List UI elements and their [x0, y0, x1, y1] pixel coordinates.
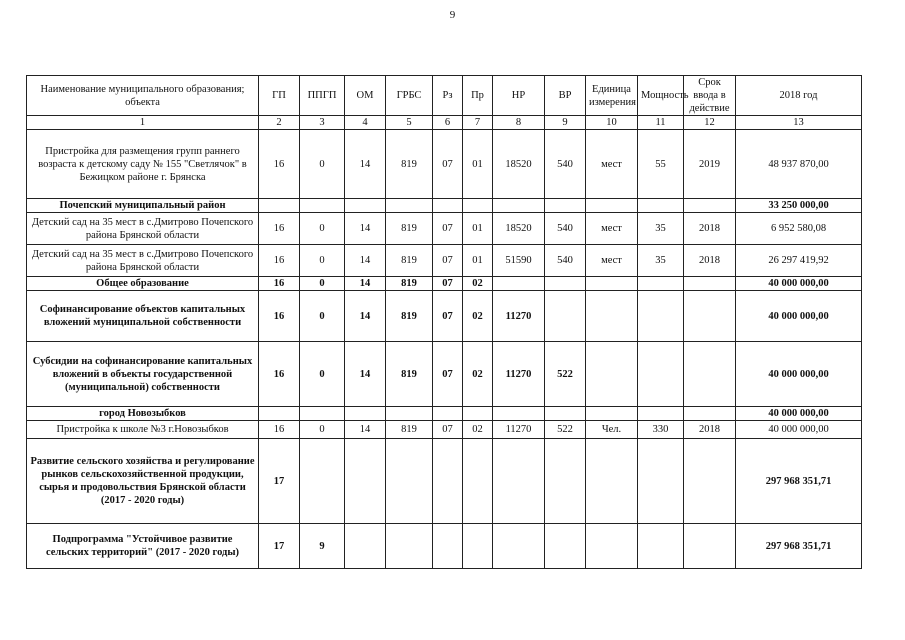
row-om [345, 524, 386, 569]
column-number: 2 [259, 116, 300, 130]
column-header: ВР [545, 76, 586, 116]
row-year: 2018 [684, 213, 736, 245]
row-name: Общее образование [27, 277, 259, 291]
row-pr [463, 524, 493, 569]
row-pr [463, 407, 493, 421]
row-year: 2018 [684, 245, 736, 277]
table-row [27, 199, 862, 213]
table-row [27, 291, 862, 342]
row-rz [433, 439, 463, 524]
row-pr [463, 439, 493, 524]
row-nr [493, 407, 545, 421]
table-row [27, 524, 862, 569]
row-nr: 51590 [493, 245, 545, 277]
row-ppgp: 0 [300, 291, 345, 342]
column-number-row [27, 116, 862, 130]
column-header: ППГП [300, 76, 345, 116]
column-number: 6 [433, 116, 463, 130]
row-rz: 07 [433, 130, 463, 199]
row-capacity [638, 277, 684, 291]
row-grbs: 819 [386, 342, 433, 407]
row-ppgp: 0 [300, 277, 345, 291]
row-year [684, 199, 736, 213]
row-amount: 40 000 000,00 [736, 291, 862, 342]
column-number: 1 [27, 116, 259, 130]
row-pr: 02 [463, 277, 493, 291]
table-row [27, 342, 862, 407]
row-pr: 02 [463, 291, 493, 342]
row-vr: 540 [545, 213, 586, 245]
row-om [345, 199, 386, 213]
row-amount: 40 000 000,00 [736, 421, 862, 439]
row-vr [545, 524, 586, 569]
row-name: Детский сад на 35 мест в с.Дмитрово Почепского района Брянской области [27, 245, 259, 277]
row-om: 14 [345, 421, 386, 439]
row-om: 14 [345, 245, 386, 277]
row-vr [545, 199, 586, 213]
row-ppgp [300, 439, 345, 524]
column-header: ГП [259, 76, 300, 116]
row-nr [493, 524, 545, 569]
row-name: город Новозыбков [27, 407, 259, 421]
row-gp: 17 [259, 439, 300, 524]
row-vr: 522 [545, 342, 586, 407]
row-om [345, 407, 386, 421]
row-unit [586, 407, 638, 421]
row-grbs: 819 [386, 291, 433, 342]
row-capacity [638, 291, 684, 342]
row-grbs [386, 407, 433, 421]
row-nr [493, 439, 545, 524]
row-year [684, 407, 736, 421]
row-nr: 11270 [493, 291, 545, 342]
row-rz: 07 [433, 213, 463, 245]
row-om: 14 [345, 130, 386, 199]
column-number: 10 [586, 116, 638, 130]
row-ppgp: 0 [300, 213, 345, 245]
row-gp: 16 [259, 277, 300, 291]
column-header: Пр [463, 76, 493, 116]
column-number: 4 [345, 116, 386, 130]
row-ppgp: 0 [300, 421, 345, 439]
row-rz: 07 [433, 245, 463, 277]
row-unit [586, 524, 638, 569]
row-ppgp: 0 [300, 130, 345, 199]
row-capacity: 55 [638, 130, 684, 199]
column-number: 8 [493, 116, 545, 130]
row-pr: 02 [463, 421, 493, 439]
row-vr: 540 [545, 130, 586, 199]
row-unit: мест [586, 245, 638, 277]
header-row [27, 76, 862, 116]
column-header: НР [493, 76, 545, 116]
row-grbs: 819 [386, 130, 433, 199]
row-grbs: 819 [386, 277, 433, 291]
table-row [27, 213, 862, 245]
column-header: Срок ввода в действие [684, 76, 736, 116]
row-nr: 11270 [493, 342, 545, 407]
row-pr: 02 [463, 342, 493, 407]
column-number: 11 [638, 116, 684, 130]
row-om: 14 [345, 291, 386, 342]
row-rz: 07 [433, 291, 463, 342]
row-capacity [638, 524, 684, 569]
column-number: 3 [300, 116, 345, 130]
row-year: 2019 [684, 130, 736, 199]
row-vr [545, 291, 586, 342]
row-name: Пристройка к школе №3 г.Новозыбков [27, 421, 259, 439]
row-om [345, 439, 386, 524]
row-name: Детский сад на 35 мест в с.Дмитрово Почепского района Брянской области [27, 213, 259, 245]
row-rz: 07 [433, 342, 463, 407]
row-year: 2018 [684, 421, 736, 439]
row-om: 14 [345, 342, 386, 407]
column-number: 12 [684, 116, 736, 130]
row-vr [545, 439, 586, 524]
row-year [684, 439, 736, 524]
row-gp [259, 199, 300, 213]
row-om: 14 [345, 277, 386, 291]
row-vr [545, 277, 586, 291]
row-gp: 16 [259, 291, 300, 342]
row-year [684, 277, 736, 291]
column-number: 5 [386, 116, 433, 130]
row-grbs: 819 [386, 421, 433, 439]
column-header: ГРБС [386, 76, 433, 116]
row-amount: 6 952 580,08 [736, 213, 862, 245]
table-row [27, 245, 862, 277]
row-unit [586, 342, 638, 407]
column-header: Единица измерения [586, 76, 638, 116]
row-capacity: 35 [638, 245, 684, 277]
row-ppgp [300, 199, 345, 213]
column-header: Мощность [638, 76, 684, 116]
row-name: Субсидии на софинансирование капитальных вложений в объекты государственной (муниципальной) собственности [27, 342, 259, 407]
row-gp: 16 [259, 421, 300, 439]
table-row [27, 277, 862, 291]
row-unit [586, 277, 638, 291]
table-row [27, 439, 862, 524]
row-name: Подпрограмма "Устойчивое развитие сельских территорий" (2017 - 2020 годы) [27, 524, 259, 569]
row-amount: 40 000 000,00 [736, 277, 862, 291]
row-gp: 16 [259, 130, 300, 199]
row-pr: 01 [463, 130, 493, 199]
row-ppgp [300, 407, 345, 421]
row-year [684, 291, 736, 342]
table-row [27, 407, 862, 421]
row-ppgp: 9 [300, 524, 345, 569]
row-rz [433, 199, 463, 213]
row-amount: 33 250 000,00 [736, 199, 862, 213]
row-unit: мест [586, 130, 638, 199]
row-year [684, 342, 736, 407]
row-capacity [638, 439, 684, 524]
row-name: Развитие сельского хозяйства и регулирование рынков сельскохозяйственной продукции, сырья и продовольствия Брянской области (2017 - 2020 годы) [27, 439, 259, 524]
row-capacity [638, 199, 684, 213]
row-capacity: 35 [638, 213, 684, 245]
table-row [27, 421, 862, 439]
row-capacity [638, 342, 684, 407]
row-name: Софинансирование объектов капитальных вложений муниципальной собственности [27, 291, 259, 342]
row-ppgp: 0 [300, 342, 345, 407]
row-name: Пристройка для размещения групп раннего возраста к детскому саду № 155 "Светлячок" в Бежицком районе г. Брянска [27, 130, 259, 199]
row-vr: 522 [545, 421, 586, 439]
column-header: Рз [433, 76, 463, 116]
row-amount: 26 297 419,92 [736, 245, 862, 277]
row-pr: 01 [463, 245, 493, 277]
row-nr: 18520 [493, 213, 545, 245]
column-number: 9 [545, 116, 586, 130]
row-unit: Чел. [586, 421, 638, 439]
column-header: 2018 год [736, 76, 862, 116]
row-vr: 540 [545, 245, 586, 277]
row-pr [463, 199, 493, 213]
column-header: ОМ [345, 76, 386, 116]
row-rz [433, 407, 463, 421]
row-ppgp: 0 [300, 245, 345, 277]
row-grbs [386, 199, 433, 213]
row-gp: 16 [259, 245, 300, 277]
row-unit: мест [586, 213, 638, 245]
row-unit [586, 291, 638, 342]
row-capacity: 330 [638, 421, 684, 439]
row-nr: 18520 [493, 130, 545, 199]
column-number: 13 [736, 116, 862, 130]
row-gp: 17 [259, 524, 300, 569]
row-nr [493, 199, 545, 213]
row-pr: 01 [463, 213, 493, 245]
row-rz: 07 [433, 421, 463, 439]
row-rz [433, 524, 463, 569]
column-number: 7 [463, 116, 493, 130]
row-amount: 48 937 870,00 [736, 130, 862, 199]
row-amount: 40 000 000,00 [736, 342, 862, 407]
row-name: Почепский муниципальный район [27, 199, 259, 213]
row-year [684, 524, 736, 569]
table-row [27, 130, 862, 199]
row-amount: 40 000 000,00 [736, 407, 862, 421]
row-om: 14 [345, 213, 386, 245]
row-grbs: 819 [386, 213, 433, 245]
row-capacity [638, 407, 684, 421]
page-number: 9 [449, 9, 456, 21]
row-gp: 16 [259, 342, 300, 407]
row-gp: 16 [259, 213, 300, 245]
row-grbs: 819 [386, 245, 433, 277]
row-grbs [386, 524, 433, 569]
row-vr [545, 407, 586, 421]
row-nr: 11270 [493, 421, 545, 439]
row-gp [259, 407, 300, 421]
budget-table [26, 75, 862, 569]
row-amount: 297 968 351,71 [736, 439, 862, 524]
row-unit [586, 439, 638, 524]
row-rz: 07 [433, 277, 463, 291]
row-nr [493, 277, 545, 291]
row-grbs [386, 439, 433, 524]
row-amount: 297 968 351,71 [736, 524, 862, 569]
column-header: Наименование муниципального образования; объекта [27, 76, 259, 116]
row-unit [586, 199, 638, 213]
